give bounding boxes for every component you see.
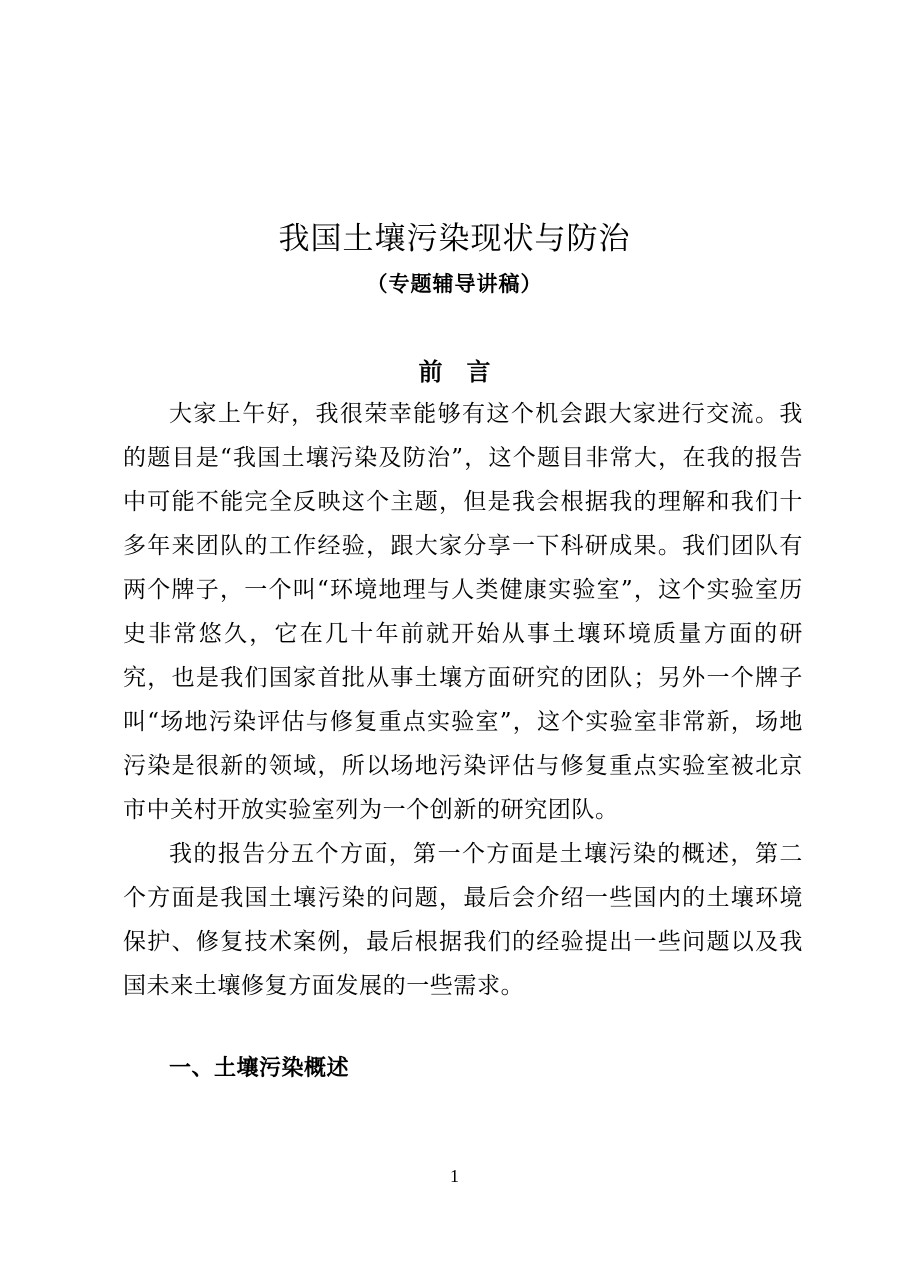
- body-text: [123, 392, 803, 1008]
- document-title: 我国土壤污染现状与防治: [278, 221, 631, 257]
- paragraph-outline: 我的报告分五个方面，第一个方面是土壤污染的概述，第二个方面是我国土壤污染的问题，最后会介绍一些国内的土壤环境保护、修复技术案例，最后根据我们的经验提出一些问题以及我国未来土壤修复方面发展的一些需求。: [123, 841, 803, 999]
- section-heading: 一、土壤污染概述: [169, 1056, 350, 1081]
- document-subtitle: （专题辅导讲稿）: [366, 272, 543, 296]
- page-number: 1: [450, 1166, 459, 1186]
- preface-heading: 前 言: [418, 358, 491, 386]
- paragraph-intro: 大家上午好，我很荣幸能够有这个机会跟大家进行交流。我的题目是“我国土壤污染及防治”，这个题目非常大，在我的报告中可能不能完全反映这个主题，但是我会根据我的理解和我们十多年来团队的工作经验，跟大家分享一下科研成果。我们团队有两个牌子，一个叫“环境地理与人类健康实验室”，这个实验室历史非常悠久，它在几十年前就开始从事土壤环境质量方面的研究，也是我们国家首批从事土壤方面研究的团队；另外一个牌子叫“场地污染评估与修复重点实验室”，这个实验室非常新，场地污染是很新的领域，所以场地污染评估与修复重点实验室被北京市中关村开放实验室列为一个创新的研究团队。: [123, 401, 803, 823]
